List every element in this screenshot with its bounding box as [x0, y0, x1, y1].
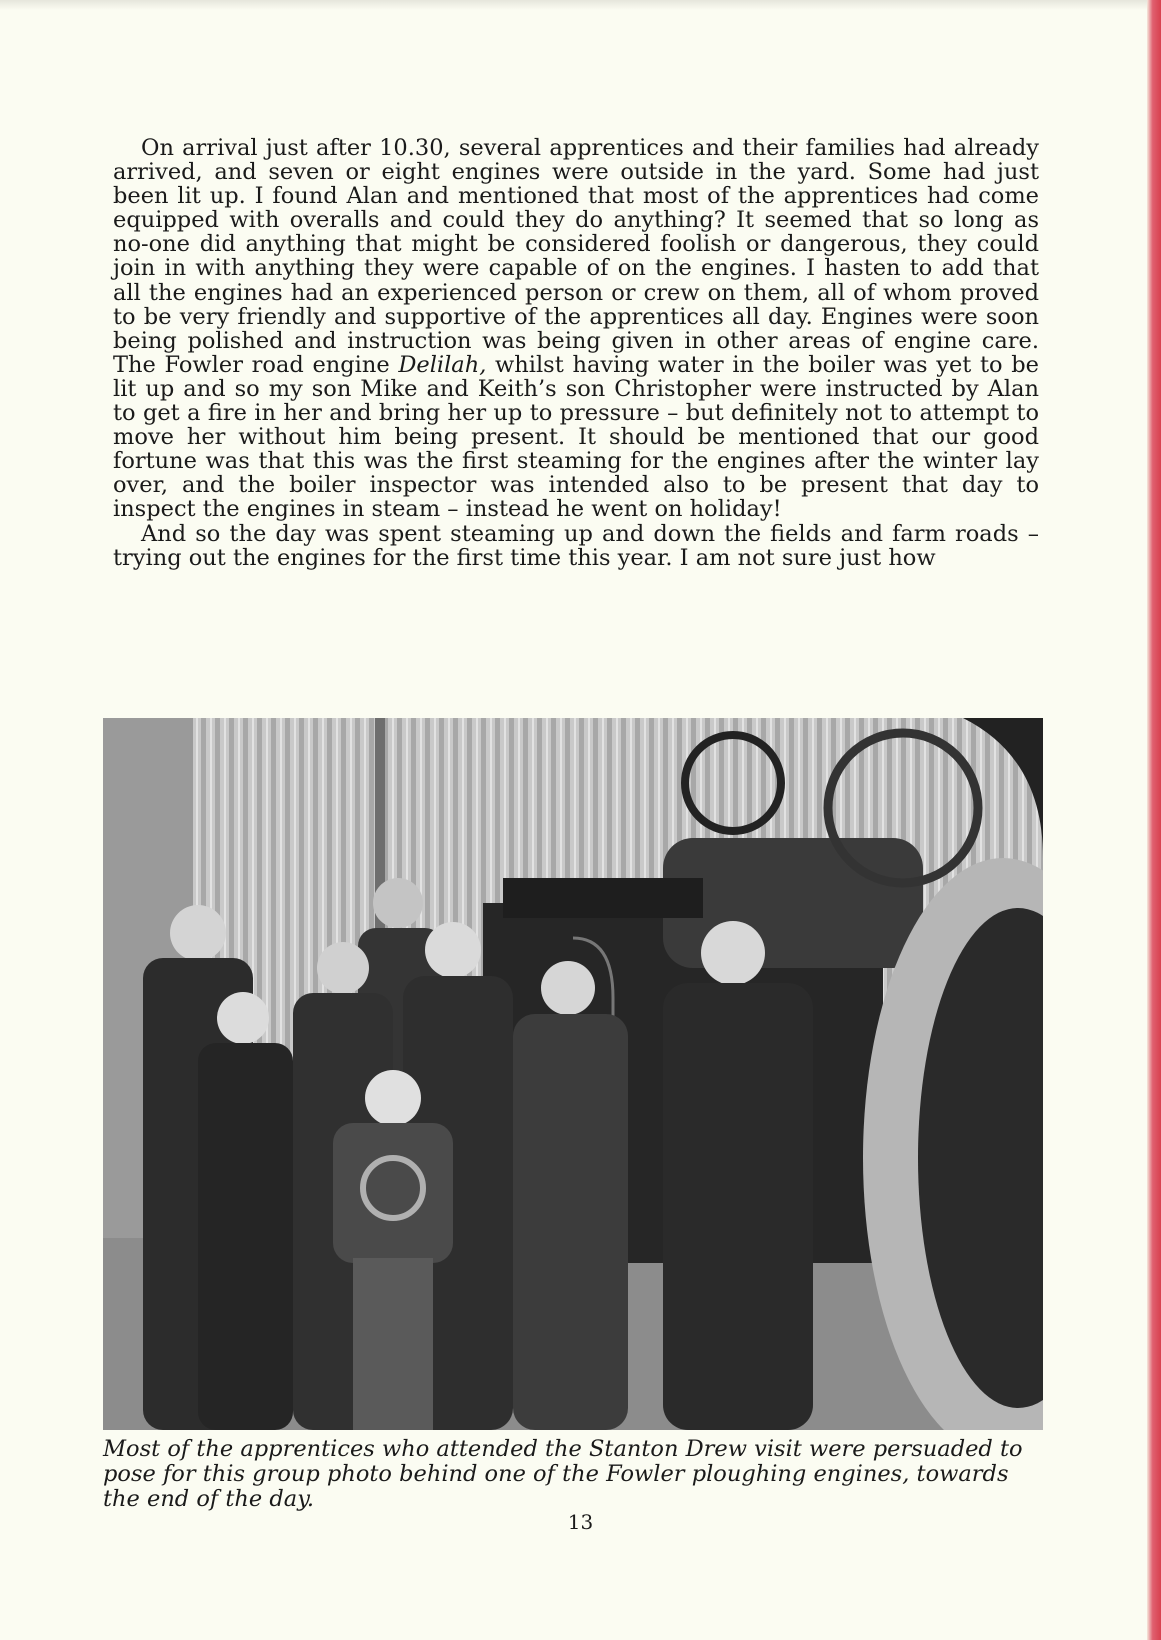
article-body	[113, 136, 1039, 570]
paragraph-1	[113, 136, 1039, 522]
group-photo-illustration	[103, 718, 1043, 1430]
engine-name-delilah: Delilah,	[398, 351, 487, 378]
paragraph-1-text-a: On arrival just after 10.30, several apprentices and their families had already arrived, and seven or eight engines were outside in the yard. Some had just been lit up. I found Alan and mentioned that most of the apprentices had come equipped with overalls and could they do anything? It seemed that so long as no-one did anything that might be considered foolish or dangerous, they could join in with anything they were capable of on the engines. I hasten to add that all the engines had an experienced person or crew on them, all of whom proved to be very friendly and supportive of the apprentices all day. Engines were soon being polished and instruction was being given in other areas of engine care. The Fowler road engine	[113, 135, 1039, 378]
photo-caption: Most of the apprentices who attended the Stanton Drew visit were persuaded to pose for this group photo behind one of the Fowler ploughing engines, towards the end of the day.	[103, 1436, 1023, 1512]
page-top-shadow	[0, 0, 1161, 10]
group-photo	[103, 718, 1043, 1430]
page-number: 13	[567, 1510, 594, 1534]
paragraph-2: And so the day was spent steaming up and down the fields and farm roads – trying out the engines for the first time this year. I am not sure just how	[113, 520, 1039, 571]
page-edge-red-binding	[1147, 0, 1161, 1640]
paragraph-1-text-b: whilst having water in the boiler was yet to be lit up and so my son Mike and Keith’s son Christopher were instructed by Alan to get a fire in her and bring her up to pressure – but definitely not to attempt to move her without him being present. It should be mentioned that our good fortune was that this was the first steaming for the engines after the winter lay over, and the boiler inspector was intended also to be present that day to inspect the engines in steam – instead he went on holiday!	[113, 351, 1039, 523]
